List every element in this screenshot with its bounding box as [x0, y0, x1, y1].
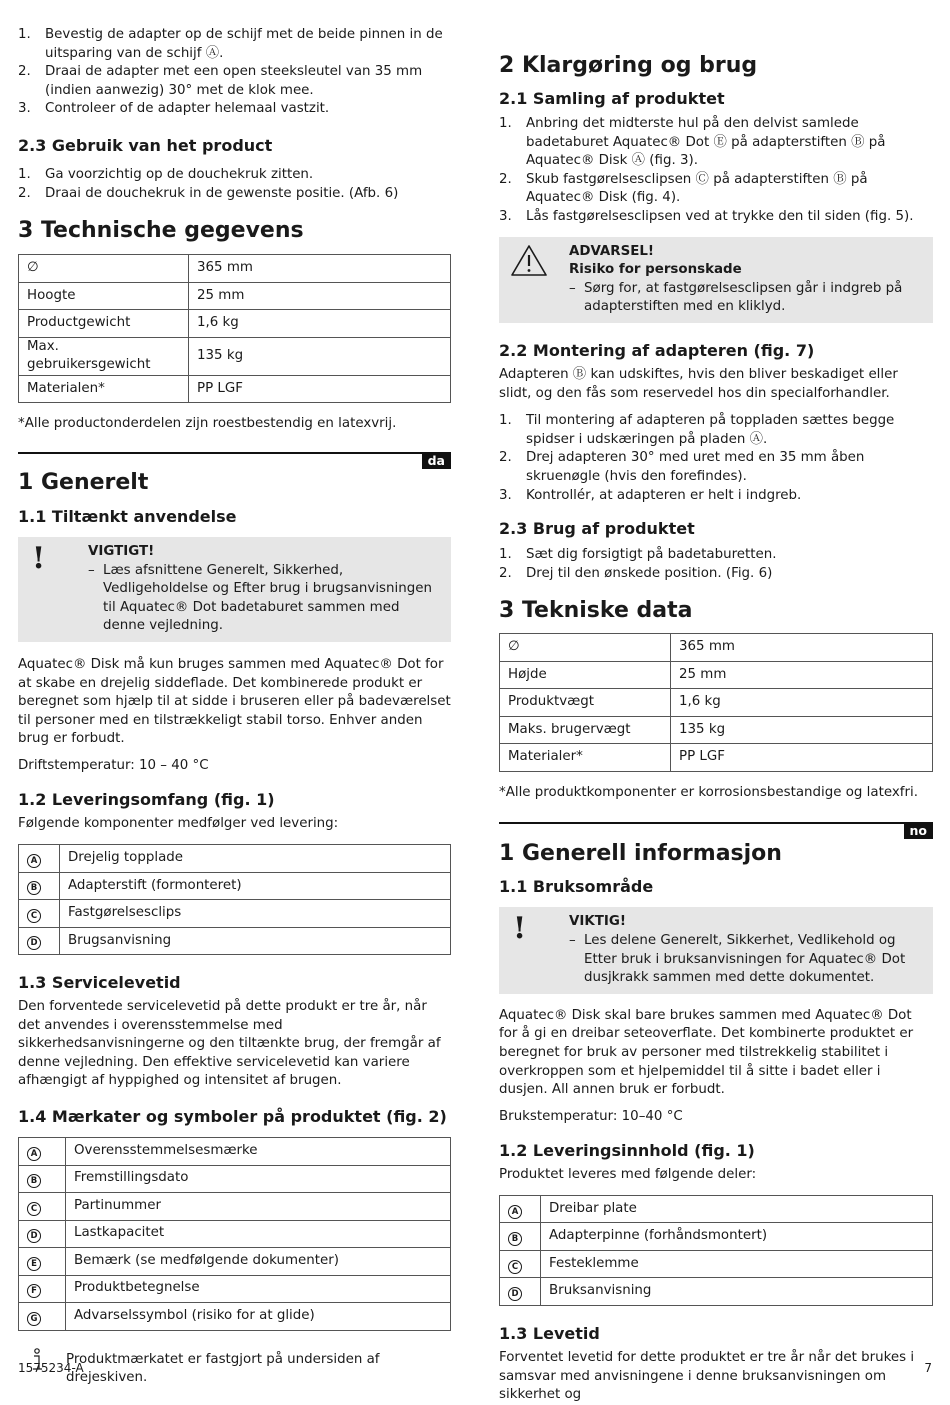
- left-column: [18, 24, 451, 1388]
- table-row: D Lastkapacitet: [19, 1220, 451, 1248]
- no-general-heading: 1 Generell informasjon: [499, 841, 782, 867]
- nl-tech-table: [18, 254, 451, 403]
- list-item: – Læs afsnittene Generelt, Sikkerhed, Vedligeholdelse og Efter brug i brugsanvisningen til Aquatec® Dot badetaburet sammen med denne vejledning.: [88, 562, 432, 634]
- list-item: – Les delene Generelt, Sikkerhet, Vedlikehold og Etter bruk i bruksanvisningen for Aquatec® Dot dusjkrakk sammen med dette dokumentet.: [569, 932, 906, 986]
- footer-page-number: 7: [924, 1361, 932, 1375]
- language-tag: no: [904, 823, 934, 839]
- nl-use-heading: 2.3 Gebruik van het product: [18, 135, 273, 155]
- da-life-text: Den forventede servicelevetid på dette produkt er tre år, når det anvendes i overensstemmelse med sikkerhedsanvisningerne og den tiltænkte brug, der fremgår af denne vejledning. Den effektive servicelevetid kan variere afhængigt af hyppighed og intensitet af brugen.: [18, 999, 441, 1089]
- table-row: F Produktbetegnelse: [19, 1275, 451, 1303]
- da-delivery-table: [18, 844, 451, 955]
- table-row: B Adapterstift (formonteret): [19, 872, 451, 900]
- da-mount-text: Adapteren Ⓑ kan udskiftes, hvis den bliver beskadiget eller slidt, og den fås som reservedel hos din specialforhandler.: [499, 366, 898, 401]
- nl-tech-heading: 3 Technische gegevens: [18, 218, 304, 244]
- warning-title: ADVARSEL!: [569, 243, 655, 259]
- list-item: 3. Controleer of de adapter helemaal vastzit.: [18, 101, 330, 117]
- table-row: Materialen* PP LGF: [19, 375, 451, 403]
- table-row: A Dreibar plate: [500, 1195, 933, 1223]
- da-use-steps: [499, 546, 933, 583]
- table-row: A Overensstemmelsesmærke: [19, 1138, 451, 1166]
- warning-triangle-icon: [509, 243, 549, 279]
- language-tag: da: [422, 453, 451, 469]
- da-life-heading: 1.3 Servicelevetid: [18, 973, 181, 993]
- no-life-text: Forventet levetid for dette produktet er tre år når det brukes i samsvar med anvisningene i denne bruksanvisningen om sikkerhet og: [499, 1349, 915, 1403]
- da-temp-text: Driftstemperatur: 10 – 40 °C: [18, 757, 209, 773]
- no-use-heading: 1.1 Bruksområde: [499, 877, 654, 897]
- da-prep-heading: 2 Klargøring og brug: [499, 53, 758, 78]
- table-row: B Fremstillingsdato: [19, 1165, 451, 1193]
- nl-adapter-steps: [18, 26, 451, 119]
- list-item: 1. Bevestig de adapter op de schijf met de beide pinnen in de uitsparing van de schijf Ⓐ.: [18, 27, 443, 61]
- list-item: 1. Sæt dig forsigtigt på badetaburetten.: [499, 547, 777, 563]
- no-delivery-heading: 1.2 Leveringsinnhold (fig. 1): [499, 1141, 755, 1161]
- da-important-box: [18, 537, 451, 642]
- table-row: Højde 25 mm: [500, 661, 933, 689]
- da-intended-text: Aquatec® Disk må kun bruges sammen med Aquatec® Dot for at skabe en drejelig siddeflade. Det kombinerede produkt er beregnet som hjælp til at sidde i bruseren eller på badeværelset til personer med en tilstrækkeligt stabil torso. Enhver anden brug er forbudt.: [18, 656, 451, 747]
- no-life-heading: 1.3 Levetid: [499, 1323, 600, 1343]
- list-item: 2. Drej adapteren 30° med uret med en 35 mm åben skruenøgle (hvis den forefindes).: [499, 450, 865, 484]
- table-row: D Bruksanvisning: [500, 1278, 933, 1306]
- list-item: 1. Ga voorzichtig op de douchekruk zitten.: [18, 166, 314, 182]
- exclamation-icon: !: [513, 911, 527, 947]
- list-item: 2. Draai de adapter met een open steeksleutel van 35 mm (indien aanwezig) 30° met de klok mee.: [18, 64, 423, 98]
- language-divider-da: [18, 452, 451, 468]
- nl-tech-note: *Alle productonderdelen zijn roestbestendig en latexvrij.: [18, 416, 397, 432]
- da-delivery-intro: Følgende komponenter medfølger ved levering:: [18, 816, 339, 832]
- nl-use-steps: [18, 166, 451, 203]
- no-important-box: [499, 907, 933, 993]
- da-mount-heading: 2.2 Montering af adapteren (fig. 7): [499, 340, 815, 360]
- list-item: 1. Til montering af adapteren på toppladen sættes begge spidser i udskæringen på pladen Ⓐ.: [499, 413, 895, 447]
- list-item: 2. Drej til den ønskede position. (Fig. 6): [499, 565, 773, 581]
- no-temp-text: Brukstemperatur: 10–40 °C: [499, 1108, 683, 1124]
- no-delivery-table: [499, 1195, 933, 1306]
- da-tech-table: [499, 633, 933, 772]
- important-title: VIKTIG!: [569, 914, 626, 930]
- list-item: 2. Skub fastgørelsesclipsen Ⓒ på adapterstiften Ⓑ på Aquatec® Disk (fig. 4).: [499, 171, 868, 206]
- table-row: Max. gebruikersgewicht 135 kg: [19, 337, 451, 375]
- da-tech-note: *Alle produktkomponenter er korrosionsbestandige og latexfri.: [499, 784, 918, 800]
- important-title: VIGTIGT!: [88, 543, 155, 559]
- no-delivery-intro: Produktet leveres med følgende deler:: [499, 1167, 757, 1183]
- table-row: Produktvægt 1,6 kg: [500, 689, 933, 717]
- da-assembly-heading: 2.1 Samling af produktet: [499, 89, 725, 108]
- table-row: Hoogte 25 mm: [19, 282, 451, 310]
- table-row: B Adapterpinne (forhåndsmontert): [500, 1223, 933, 1251]
- table-row: C Partinummer: [19, 1193, 451, 1221]
- list-item: 2. Draai de douchekruk in de gewenste positie. (Afb. 6): [18, 185, 399, 201]
- table-row: ∅ 365 mm: [500, 634, 933, 662]
- list-item: 3. Kontrollér, at adapteren er helt i indgreb.: [499, 487, 802, 503]
- table-row: C Festeklemme: [500, 1250, 933, 1278]
- table-row: D Brugsanvisning: [19, 927, 451, 955]
- da-assembly-steps: [499, 115, 933, 227]
- da-labels-table: [18, 1137, 451, 1331]
- table-row: Productgewicht 1,6 kg: [19, 310, 451, 338]
- list-item: – Sørg for, at fastgørelsesclipsen går i indgreb på adapterstiften med en kliklyd.: [569, 280, 903, 315]
- table-row: Maks. brugervægt 135 kg: [500, 716, 933, 744]
- table-row: ∅ 365 mm: [19, 255, 451, 283]
- list-item: 3. Lås fastgørelsesclipsen ved at trykke den til siden (fig. 5).: [499, 208, 914, 224]
- da-delivery-heading: 1.2 Leveringsomfang (fig. 1): [18, 790, 275, 810]
- da-info-note: Produktmærkatet er fastgjort på undersiden af drejeskiven.: [18, 1351, 451, 1388]
- warning-subtitle: Risiko for personskade: [569, 262, 742, 278]
- language-divider-no: [499, 822, 933, 839]
- list-item: 1. Anbring det midterste hul på den delvist samlede badetaburet Aquatec® Dot Ⓔ på adapterstiften Ⓑ på Aquatec® Disk Ⓐ (fig. 3).: [499, 116, 886, 169]
- da-warning-box: [499, 237, 933, 323]
- da-general-heading: 1 Generelt: [18, 469, 149, 495]
- footer-doc-id: 1575234-A: [18, 1361, 84, 1375]
- table-row: E Bemærk (se medfølgende dokumenter): [19, 1248, 451, 1276]
- table-row: A Drejelig topplade: [19, 845, 451, 873]
- table-row: C Fastgørelsesclips: [19, 900, 451, 928]
- table-row: G Advarselssymbol (risiko for at glide): [19, 1303, 451, 1331]
- da-labels-heading: 1.4 Mærkater og symboler på produktet (fig. 2): [18, 1107, 447, 1127]
- da-use-heading: 1.1 Tiltænkt anvendelse: [18, 506, 237, 526]
- da-use2-heading: 2.3 Brug af produktet: [499, 519, 695, 539]
- da-tech-heading: 3 Tekniske data: [499, 598, 693, 624]
- no-intended-text: Aquatec® Disk skal bare brukes sammen med Aquatec® Dot for å gi en dreibar seteoverflate. Det kombinerte produktet er beregnet for bruk av personer med tilstrekkelig stabilitet i overkroppen som et hjelpemiddel til å sitte i badet eller i dusjen. All annen bruk er forbudt.: [499, 1007, 914, 1098]
- table-row: Materialer* PP LGF: [500, 744, 933, 772]
- exclamation-icon: !: [32, 540, 46, 576]
- da-mount-steps: [499, 412, 933, 505]
- right-column: [499, 24, 933, 1405]
